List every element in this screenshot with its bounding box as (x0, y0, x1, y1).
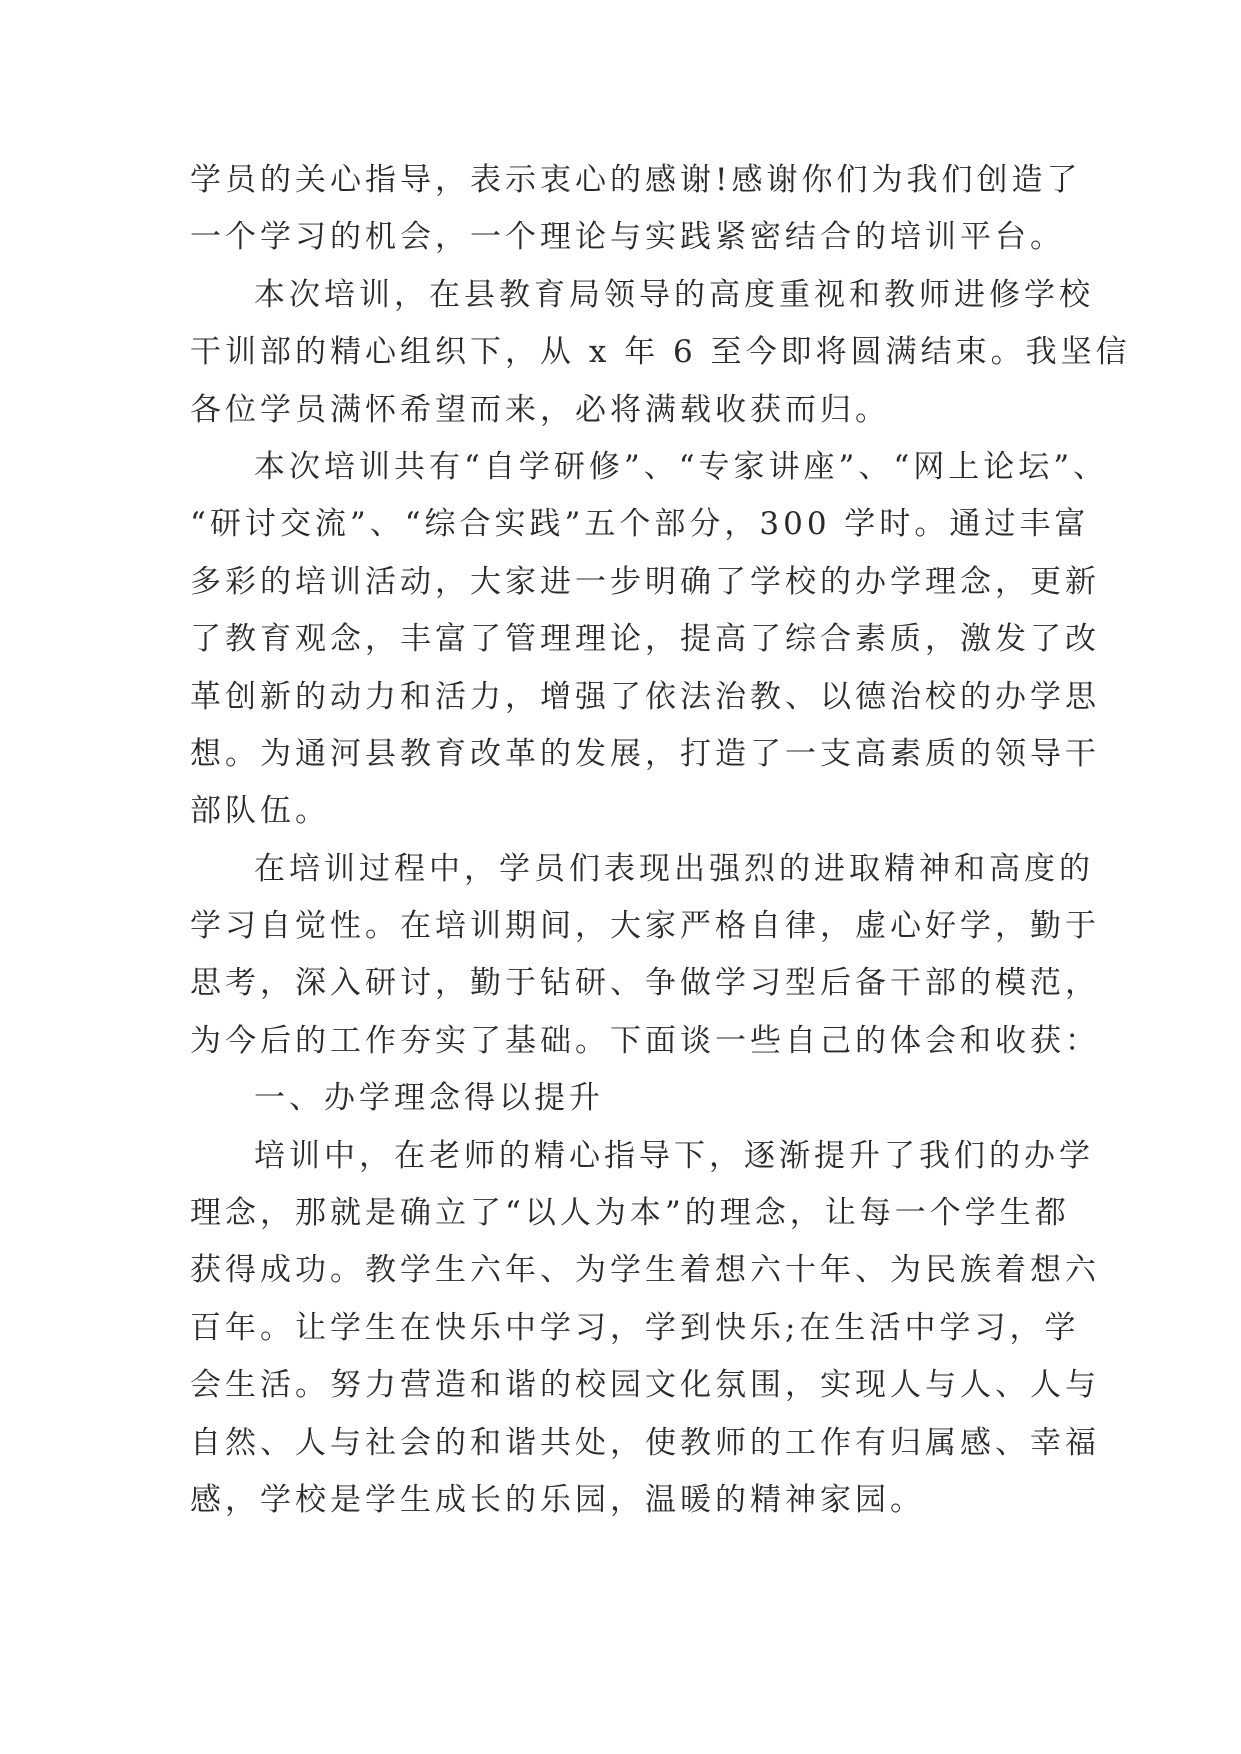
section-heading: 一、办学理念得以提升 (254, 1080, 604, 1117)
text-line: 获得成功。教学生六年、为学生着想六十年、为民族着想六 (190, 1252, 1100, 1289)
paragraph-start-line: 本次培训，在县教育局领导的高度重视和教师进修学校 (254, 276, 1094, 313)
text-line: 革创新的动力和活力，增强了依法治教、以德治校的办学思 (190, 678, 1100, 715)
text-line: 感，学校是学生成长的乐园，温暖的精神家园。 (190, 1481, 925, 1518)
paragraph-start-line: 培训中，在老师的精心指导下，逐渐提升了我们的办学 (254, 1137, 1094, 1174)
text-line: 了教育观念，丰富了管理理论，提高了综合素质，激发了改 (190, 621, 1100, 658)
text-line: 各位学员满怀希望而来，必将满载收获而归。 (190, 391, 890, 428)
text-line: 想。为通河县教育改革的发展，打造了一支高素质的领导干 (190, 735, 1100, 772)
text-line: 干训部的精心组织下，从 x 年 6 至今即将圆满结束。我坚信 (190, 334, 1131, 371)
text-line: 为今后的工作夯实了基础。下面谈一些自己的体会和收获： (190, 1022, 1100, 1059)
text-line: 部队伍。 (190, 793, 330, 830)
text-line: 理念，那就是确立了“以人为本”的理念，让每一个学生都 (190, 1195, 1070, 1232)
paragraph-start-line: 本次培训共有“自学研修”、“专家讲座”、“网上论坛”、 (254, 448, 1109, 485)
document-body (190, 152, 1131, 1529)
text-line: “研讨交流”、“综合实践”五个部分，300 学时。通过丰富 (190, 506, 1090, 543)
paragraph-start-line: 在培训过程中，学员们表现出强烈的进取精神和高度的 (254, 850, 1094, 887)
text-line: 自然、人与社会的和谐共处，使教师的工作有归属感、幸福 (190, 1424, 1100, 1461)
text-line: 思考，深入研讨，勤于钻研、争做学习型后备干部的模范， (190, 965, 1100, 1002)
text-line: 百年。让学生在快乐中学习，学到快乐;在生活中学习，学 (190, 1309, 1080, 1346)
text-line: 学习自觉性。在培训期间，大家严格自律，虚心好学，勤于 (190, 908, 1100, 945)
text-line: 一个学习的机会，一个理论与实践紧密结合的培训平台。 (190, 219, 1065, 256)
text-line: 会生活。努力营造和谐的校园文化氛围，实现人与人、人与 (190, 1367, 1100, 1404)
text-line: 多彩的培训活动，大家进一步明确了学校的办学理念，更新 (190, 563, 1100, 600)
text-line: 学员的关心指导，表示衷心的感谢!感谢你们为我们创造了 (190, 162, 1082, 198)
